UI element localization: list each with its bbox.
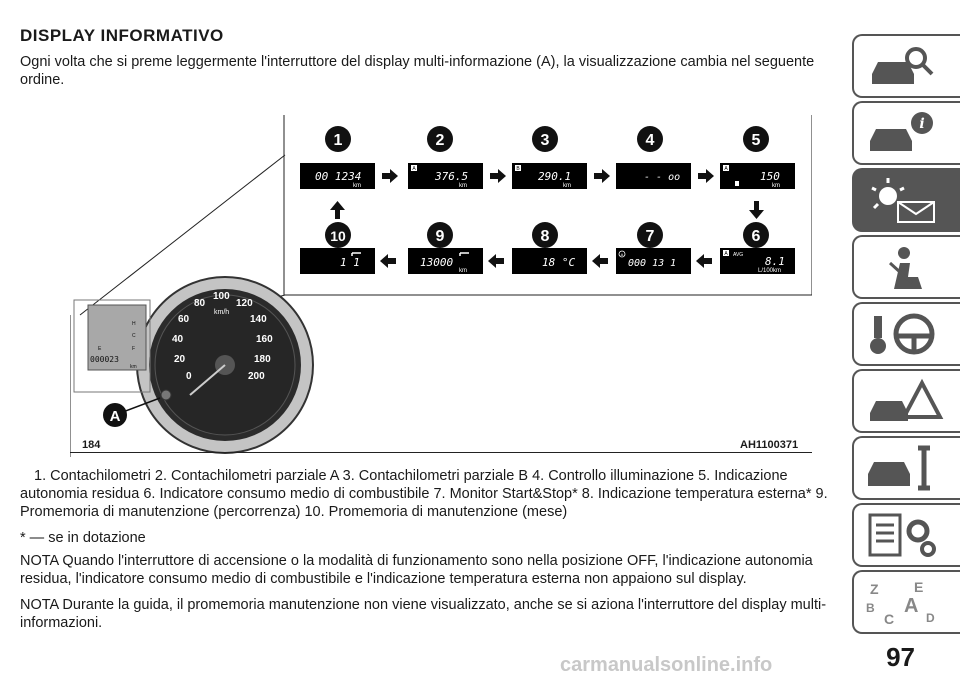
svg-text:10: 10 <box>330 228 346 244</box>
figure-caption: 1. Contachilometri 2. Contachilometri parziale A 3. Contachilometri parziale B 4. Controllo illuminazione 5. Indicazione autonomia residua 6. Indicatore consumo medio di combustibile 7. Monitor Start&Stop* 8. Indicazione temperatura esterna* 9. Promemoria di manutenzione (percorrenza) 10. Promemoria di manutenzione (mese) <box>20 468 828 520</box>
svg-text:km: km <box>130 364 137 370</box>
footnote: * — se in dotazione <box>20 530 146 546</box>
svg-text:L/100km: L/100km <box>758 268 782 274</box>
svg-text:7: 7 <box>645 228 655 245</box>
svg-text:6: 6 <box>751 228 761 245</box>
svg-text:40: 40 <box>172 334 184 345</box>
svg-text:C: C <box>132 333 136 339</box>
intro-paragraph: Ogni volta che si preme leggermente l'interruttore del display multi-informazione (A), la visualizzazione cambia nel seguente ordine. <box>20 54 815 88</box>
screen-odometer <box>300 163 375 189</box>
svg-text:E: E <box>98 346 102 352</box>
screen-avg-consumption <box>720 248 795 274</box>
svg-text:Z: Z <box>870 581 879 597</box>
alphabetical-index-icon <box>864 578 944 628</box>
svg-text:000023: 000023 <box>90 355 119 364</box>
step-number-10 <box>325 222 351 248</box>
svg-text:5: 5 <box>751 132 761 149</box>
svg-text:km: km <box>353 183 361 189</box>
figure-bottom-rule <box>70 452 812 453</box>
svg-text:A: A <box>109 408 121 425</box>
svg-text:000 13 1: 000 13 1 <box>628 258 677 269</box>
svg-text:km: km <box>459 268 467 274</box>
svg-text:- - oo: - - oo <box>644 172 681 183</box>
svg-text:A: A <box>904 595 919 617</box>
car-search-icon <box>864 42 944 92</box>
svg-text:D: D <box>926 611 935 625</box>
car-wrench-icon <box>864 444 944 494</box>
svg-text:8: 8 <box>540 228 550 245</box>
svg-text:A: A <box>724 251 728 257</box>
car-info-icon <box>864 109 944 159</box>
svg-text:AVG: AVG <box>733 252 744 258</box>
step-number-6 <box>743 222 769 248</box>
screen-range <box>720 163 795 189</box>
figure-code: AH1100371 <box>740 439 799 451</box>
svg-text:km: km <box>459 183 467 189</box>
chapter-tabs <box>852 34 960 637</box>
svg-text:i: i <box>919 116 925 132</box>
tab-emergency[interactable] <box>852 369 960 433</box>
callout-a <box>103 403 127 427</box>
screen-trip-a <box>408 163 483 189</box>
svg-text:160: 160 <box>256 334 273 345</box>
screen-outside-temp <box>512 248 587 274</box>
svg-text:376.5: 376.5 <box>435 170 469 183</box>
step-number-5 <box>743 126 769 152</box>
svg-text:km: km <box>772 183 780 189</box>
svg-text:H: H <box>132 321 136 327</box>
tab-airbag-safety[interactable] <box>852 235 960 299</box>
svg-text:1 1: 1 1 <box>340 256 360 269</box>
dashboard-light-message-icon <box>864 176 944 226</box>
svg-text:2: 2 <box>435 132 445 149</box>
svg-text:B: B <box>866 601 875 615</box>
screen-service-month <box>300 248 375 274</box>
airbag-seat-icon <box>864 243 944 293</box>
car-warning-triangle-icon <box>864 377 944 427</box>
svg-text:3: 3 <box>540 132 550 149</box>
svg-text:1: 1 <box>333 132 343 149</box>
specifications-gear-icon <box>864 511 944 561</box>
instrument-cluster <box>70 277 313 457</box>
svg-text:0: 0 <box>186 371 192 382</box>
arrow-up-icon <box>330 201 345 219</box>
tab-dashboard-lights[interactable] <box>852 168 960 232</box>
tab-index[interactable] <box>852 570 960 634</box>
figure-page-ref: 184 <box>82 439 101 451</box>
step-number-7 <box>637 222 663 248</box>
svg-text:140: 140 <box>250 314 267 325</box>
step-number-2 <box>427 126 453 152</box>
svg-text:km: km <box>563 183 571 189</box>
svg-text:13000: 13000 <box>420 256 454 269</box>
screen-start-stop <box>616 248 691 274</box>
tab-key-steering[interactable] <box>852 302 960 366</box>
step-number-8 <box>532 222 558 248</box>
svg-text:A: A <box>620 252 624 257</box>
svg-text:A: A <box>724 166 728 172</box>
watermark: carmanualsonline.info <box>560 654 773 676</box>
tab-car-info[interactable] <box>852 101 960 165</box>
svg-text:180: 180 <box>254 354 271 365</box>
svg-text:E: E <box>914 579 924 595</box>
step-number-1 <box>325 126 351 152</box>
tab-specifications[interactable] <box>852 503 960 567</box>
svg-text:00 1234: 00 1234 <box>315 170 362 183</box>
tab-maintenance[interactable] <box>852 436 960 500</box>
arrow-down-icon <box>749 201 764 219</box>
svg-text:F: F <box>132 346 136 352</box>
svg-text:150: 150 <box>760 170 780 183</box>
svg-text:100: 100 <box>213 291 230 302</box>
display-switch-button[interactable] <box>161 390 171 400</box>
key-steering-wheel-icon <box>864 310 944 360</box>
multi-info-display-figure <box>70 115 812 457</box>
page-number: 97 <box>886 642 915 672</box>
svg-text:18 °C: 18 °C <box>542 256 576 269</box>
svg-text:B: B <box>516 166 520 172</box>
step-number-4 <box>637 126 663 152</box>
step-number-3 <box>532 126 558 152</box>
note-1: NOTA Quando l'interruttore di accensione o la modalità di funzionamento sono nella posizione OFF, l'indicazione autonomia residua, l'indicatore consumo medio di combustibile e l'indicazione temperatura esterna non appaiono sul display. <box>20 553 813 587</box>
screen-trip-b <box>512 163 587 189</box>
step-number-9 <box>427 222 453 248</box>
svg-text:80: 80 <box>194 298 206 309</box>
svg-text:4: 4 <box>645 132 655 149</box>
svg-text:60: 60 <box>178 314 190 325</box>
screen-illumination <box>616 163 691 189</box>
note-2: NOTA Durante la guida, il promemoria manutenzione non viene visualizzato, anche se si aziona l'interruttore del display multi-informazioni. <box>20 597 827 631</box>
svg-text:km/h: km/h <box>214 309 230 316</box>
svg-text:C: C <box>884 611 895 627</box>
svg-text:120: 120 <box>236 298 253 309</box>
svg-text:200: 200 <box>248 371 265 382</box>
svg-text:290.1: 290.1 <box>538 170 572 183</box>
svg-text:20: 20 <box>174 354 186 365</box>
tab-car-search[interactable] <box>852 34 960 98</box>
svg-text:9: 9 <box>435 228 445 245</box>
screen-service-distance <box>408 248 483 274</box>
svg-text:8.1: 8.1 <box>765 255 785 268</box>
section-heading: DISPLAY INFORMATIVO <box>20 26 224 45</box>
svg-text:A: A <box>412 166 416 172</box>
